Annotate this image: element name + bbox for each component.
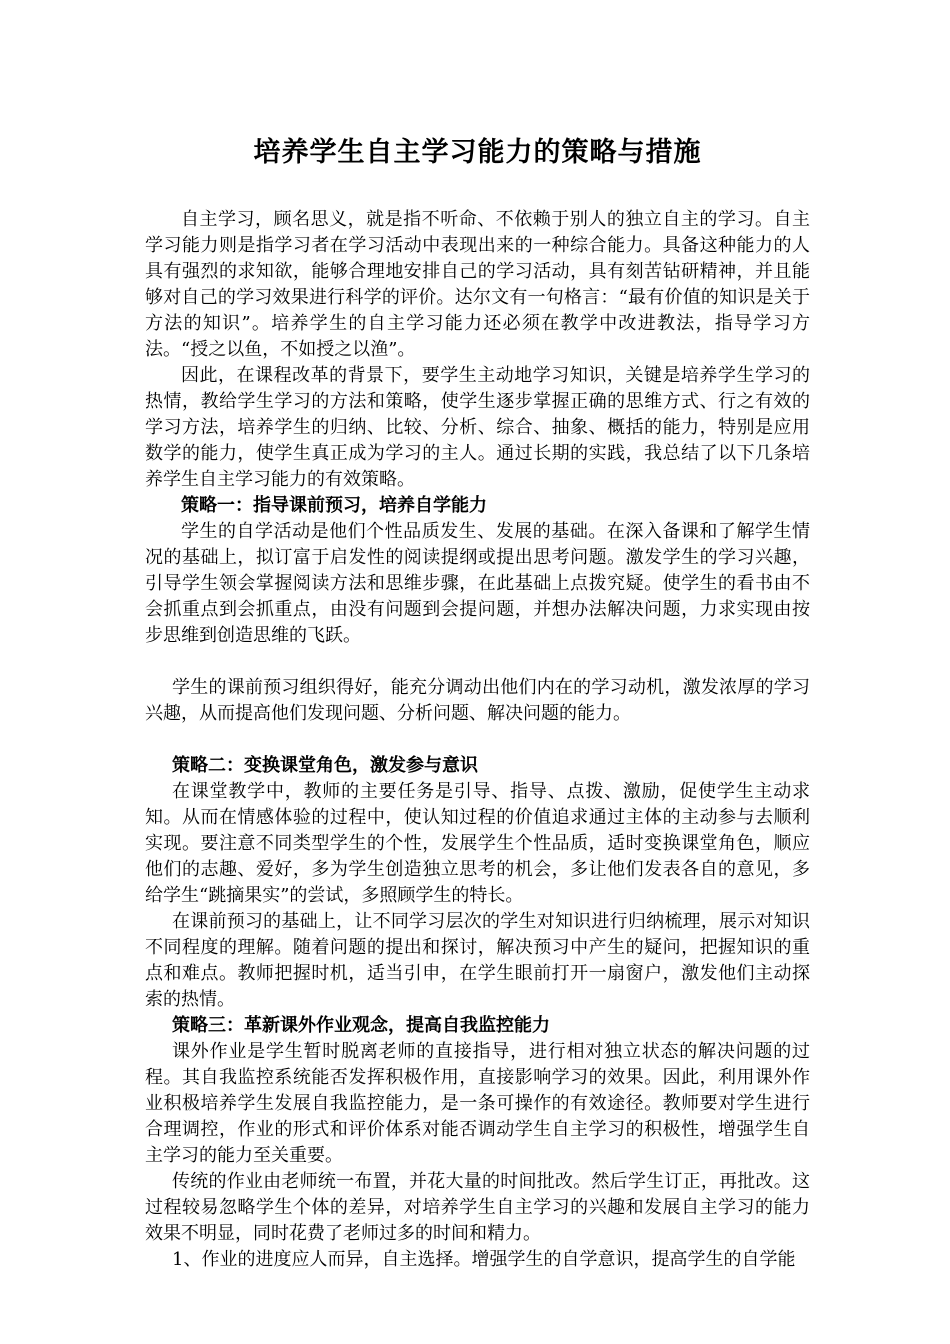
document-page	[145, 120, 810, 1273]
blank-line	[145, 649, 810, 675]
paragraph-preview-result: 学生的课前预习组织得好，能充分调动出他们内在的学习动机，激发浓厚的学习兴趣，从而提高他们发现问题、分析问题、解决问题的能力。	[145, 677, 810, 724]
paragraph-strategy-two: 在课堂教学中，教师的主要任务是引导、指导、点拨、激励，促使学生主动求知。从而在情感体验的过程中，使认知过程的价值追求通过主体的主动参与去顺利实现。要注意不同类型学生的个性，发展学生个性品质，适时变换课堂角色，顺应他们的志趣、爱好，多为学生创造独立思考的机会，多让他们发表各自的意见，多给学生“跳摘果实”的尝试，多照顾学生的特长。	[145, 781, 810, 906]
strategy-one-heading: 策略一：指导课前预习，培养自学能力	[181, 495, 487, 516]
paragraph-intro: 自主学习，顾名思义，就是指不听命、不依赖于别人的独立自主的学习。自主学习能力则是指学习者在学习活动中表现出来的一种综合能力。具备这种能力的人具有强烈的求知欲，能够合理地安排自己的学习活动，具有刻苦钻研精神，并且能够对自己的学习效果进行科学的评价。达尔文有一句格言：“最有价值的知识是关于方法的知识”。培养学生的自主学习能力还必须在教学中改进教法，指导学习方法。“授之以鱼，不如授之以渔”。	[145, 209, 810, 360]
strategy-two-heading: 策略二：变换课堂角色，激发参与意识	[172, 755, 478, 776]
paragraph-traditional-homework: 传统的作业由老师统一布置，并花大量的时间批改。然后学生订正，再批改。这过程较易忽略学生个体的差异，对培养学生自主学习的兴趣和发展自主学习的能力效果不明显，同时花费了老师过多的时间和精力。	[145, 1171, 810, 1244]
blank-line	[145, 727, 810, 753]
strategy-three-heading: 策略三：革新课外作业观念，提高自我监控能力	[172, 1015, 550, 1036]
paragraph-strategy-three: 课外作业是学生暂时脱离老师的直接指导，进行相对独立状态的解决问题的过程。其自我监控系统能否发挥积极作用，直接影响学习的效果。因此，利用课外作业积极培养学生发展自我监控能力，是一条可操作的有效途径。教师要对学生进行合理调控，作业的形式和评价体系对能否调动学生自主学习的积极性，增强学生自主学习的能力至关重要。	[145, 1041, 810, 1166]
paragraph-strategy-two-detail: 在课前预习的基础上，让不同学习层次的学生对知识进行归纳梳理，展示对知识不同程度的理解。随着问题的提出和探讨，解决预习中产生的疑问，把握知识的重点和难点。教师把握时机，适当引申，在学生眼前打开一扇窗户，激发他们主动探索的热情。	[145, 911, 810, 1010]
paragraph-homework-point-1: 1、作业的进度应人而异，自主选择。增强学生的自学意识，提高学生的自学能	[172, 1249, 796, 1270]
document-title: 培养学生自主学习能力的策略与措施	[253, 137, 702, 168]
paragraph-background: 因此，在课程改革的背景下，要学生主动地学习知识，关键是培养学生学习的热情，教给学生学习的方法和策略，使学生逐步掌握正确的思维方式、行之有效的学习方法，培养学生的归纳、比较、分析、综合、抽象、概括的能力，特别是应用数学的能力，使学生真正成为学习的主人。通过长期的实践，我总结了以下几条培养学生自主学习能力的有效策略。	[145, 365, 810, 490]
paragraph-strategy-one: 学生的自学活动是他们个性品质发生、发展的基础。在深入备课和了解学生情况的基础上，拟订富于启发性的阅读提纲或提出思考问题。激发学生的学习兴趣，引导学生领会掌握阅读方法和思维步骤，在此基础上点拨究疑。使学生的看书由不会抓重点到会抓重点，由没有问题到会提问题，并想办法解决问题，力求实现由按步思维到创造思维的飞跃。	[145, 521, 810, 646]
